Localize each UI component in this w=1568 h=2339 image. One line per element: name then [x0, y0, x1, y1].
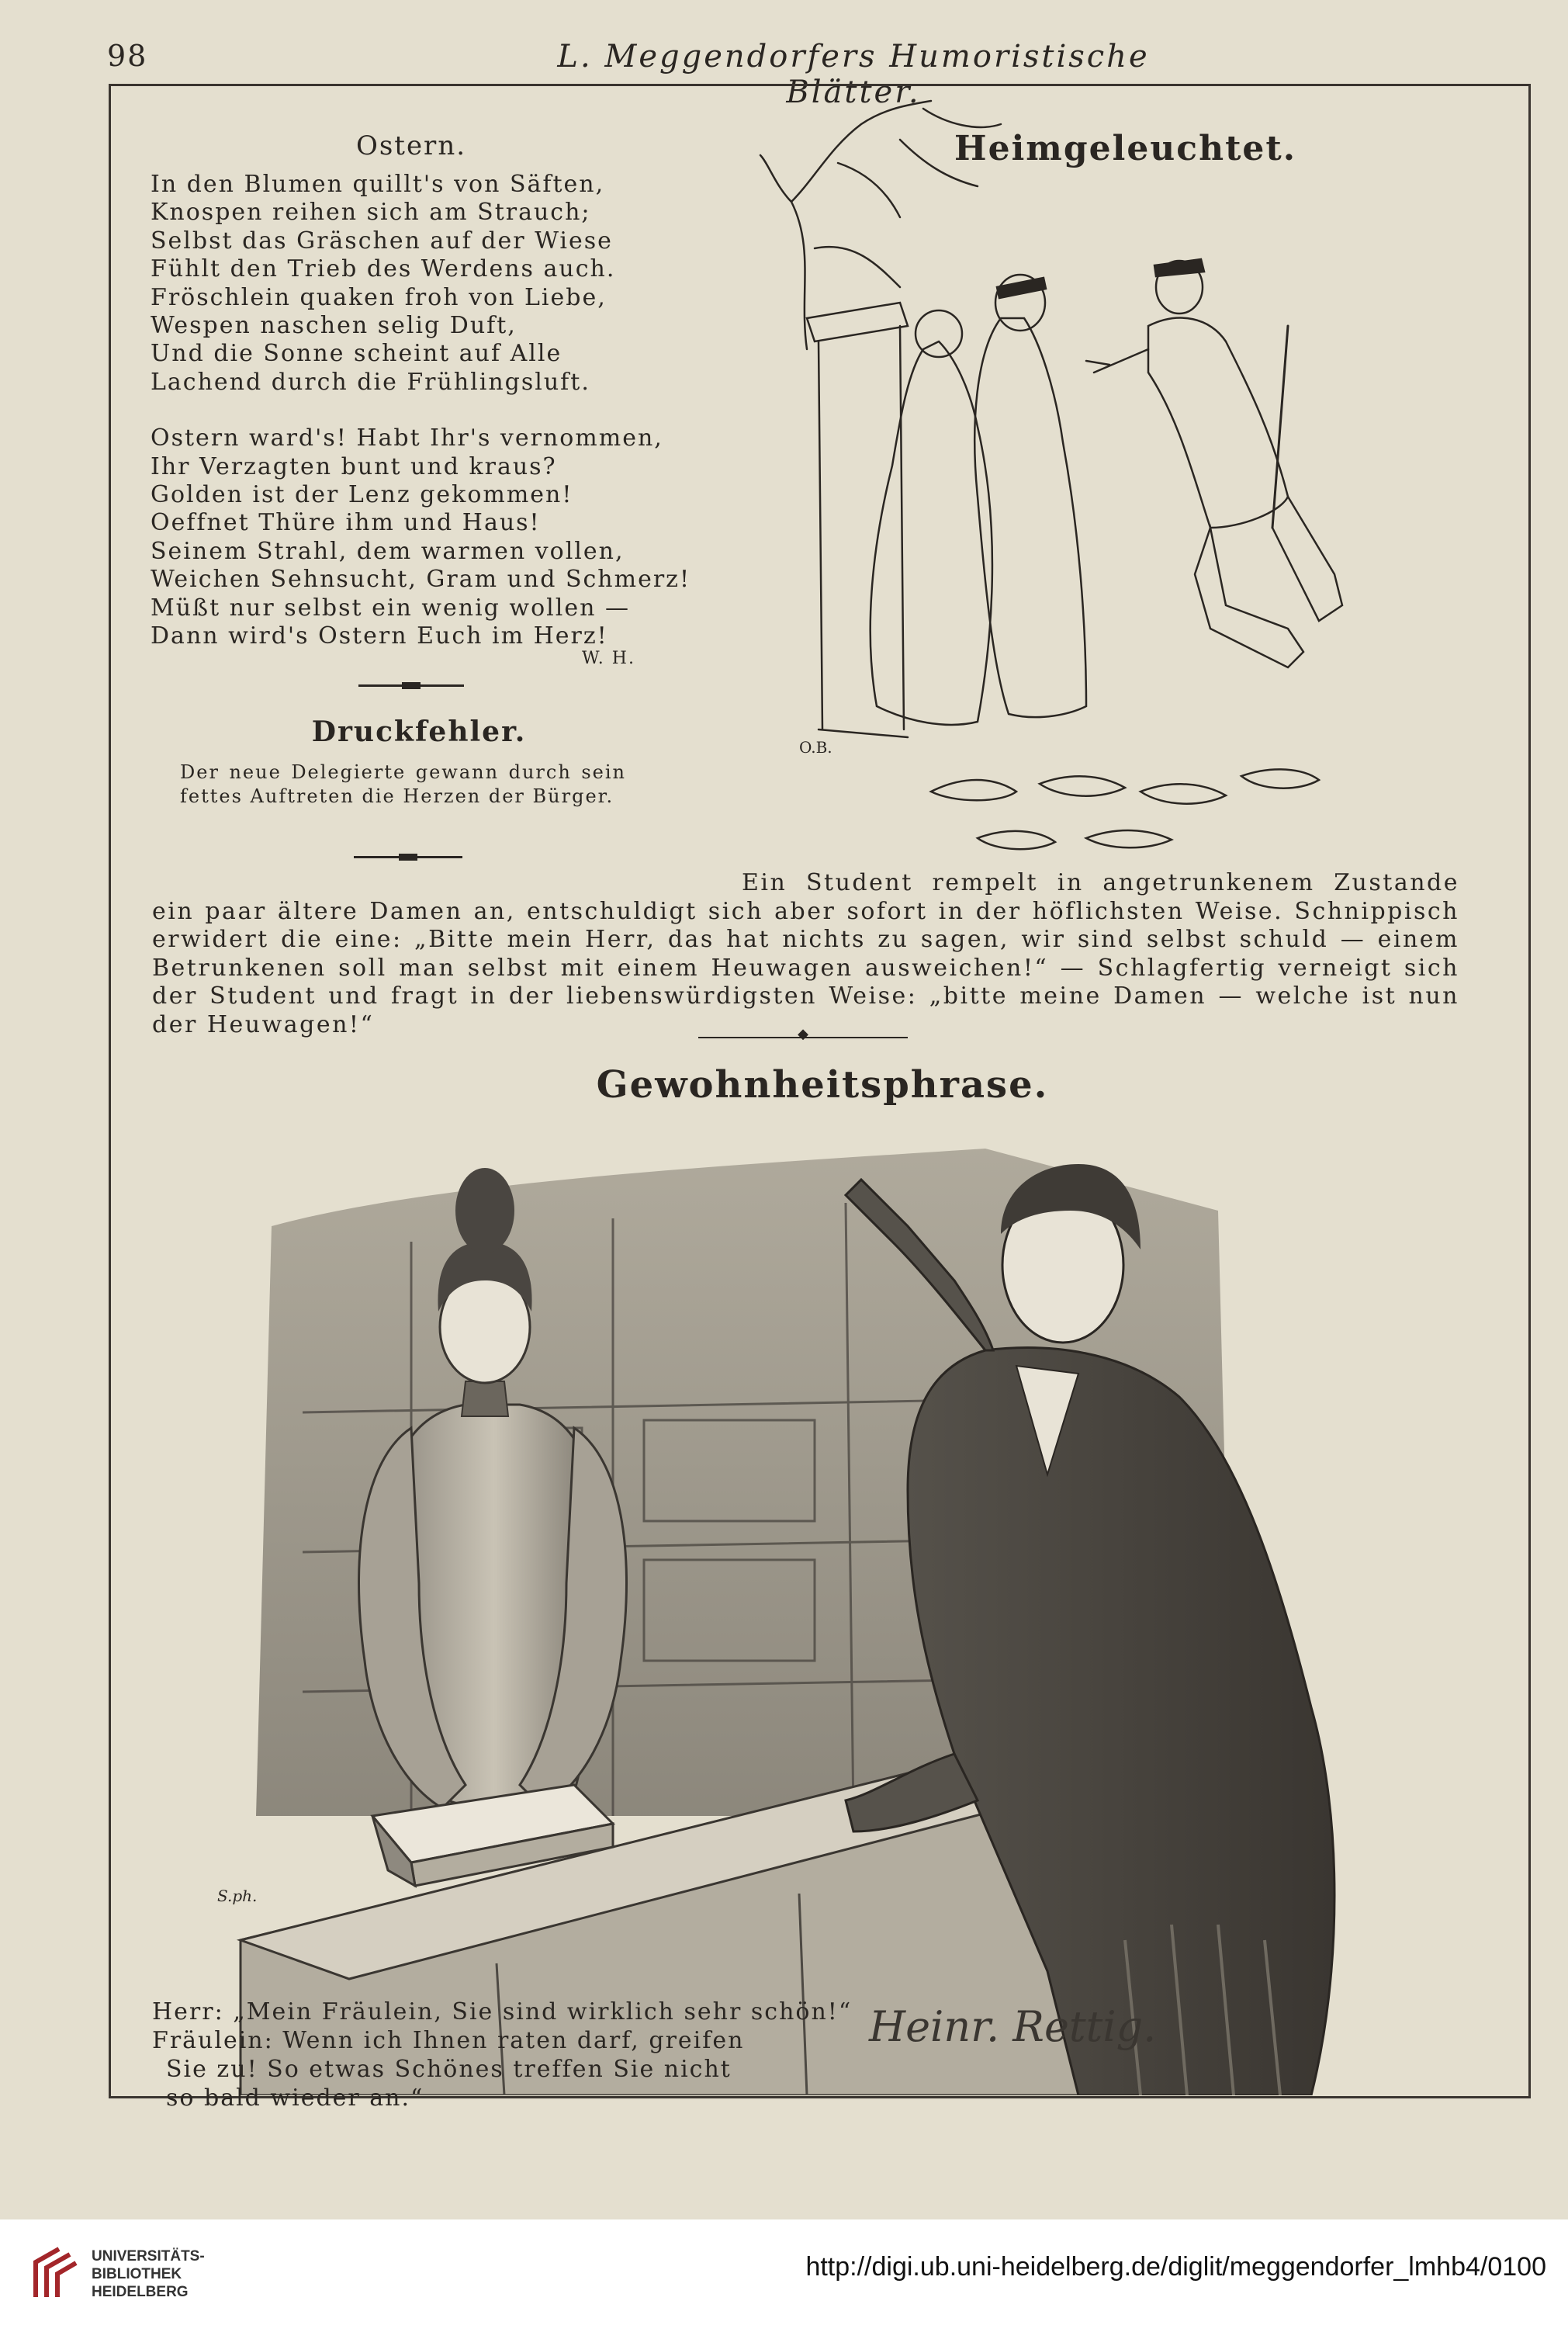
poem-body	[151, 171, 694, 651]
poem-line: Dann wird's Ostern Euch im Herz!	[151, 622, 608, 650]
poem-line: Knospen reihen sich am Strauch;	[151, 199, 591, 227]
library-logo-icon	[28, 2243, 82, 2305]
ornament-divider	[698, 1037, 908, 1038]
artist-signature: Heinr. Rettig.	[869, 2002, 1157, 2051]
library-line: UNIVERSITÄTS-	[92, 2248, 205, 2264]
poem-line: Fröschlein quaken froh von Liebe,	[151, 283, 607, 311]
caption-line: Sie zu! So etwas Schönes treffen Sie nicht	[166, 2056, 732, 2083]
digitization-footer	[0, 2219, 1568, 2339]
caption-line: so bald wieder an.“	[166, 2084, 424, 2112]
heimgeleuchtet-title: Heimgeleuchtet.	[954, 129, 1297, 168]
poem-line: In den Blumen quillt's von Säften,	[151, 171, 605, 198]
library-line: BIBLIOTHEK	[92, 2266, 182, 2282]
druckfehler-title: Druckfehler.	[311, 716, 527, 748]
poem-signature: W. H.	[582, 649, 635, 668]
poem-line: Ostern ward's! Habt Ihr's vernommen,	[151, 424, 663, 452]
heimgeleuchtet-illustration	[745, 93, 1428, 869]
poem-line: Weichen Sehnsucht, Gram und Schmerz!	[151, 566, 691, 594]
gewohnheitsphrase-illustration	[209, 1118, 1428, 2095]
caption-line: Herr: „Mein Fräulein, Sie sind wirklich sehr schön!“	[152, 1998, 853, 2025]
stanza-gap	[151, 397, 694, 424]
library-line: HEIDELBERG	[92, 2284, 189, 2300]
gewohnheitsphrase-caption	[152, 1998, 853, 2112]
gewohnheitsphrase-title: Gewohnheitsphrase.	[596, 1063, 1049, 1107]
poem-line: Oeffnet Thüre ihm und Haus!	[151, 509, 541, 537]
source-url-link[interactable]: http://digi.ub.uni-heidelberg.de/diglit/meggendorfer_lmhb4/0100	[805, 2252, 1546, 2282]
story-text: Ein Student rempelt in angetrunkenem Zustande ein paar ältere Damen an, entschuldigt sich aber sofort in der höflichsten Weise. Schnippisch erwidert die eine: „Bitte mein Herr, das hat nichts zu sagen, wir sind selbst schuld — einem Betrunkenen soll man selbst mit einem Heuwagen ausweichen!“ — Schlagfertig verneigt sich der Student und fragt in der liebenswürdigsten Weise: „bitte meine Damen — welche ist nun der Heuwagen!“	[152, 869, 1459, 1038]
poem-line: Selbst das Gräschen auf der Wiese	[151, 227, 613, 255]
poem-line: Müßt nur selbst ein wenig wollen —	[151, 594, 630, 622]
poem-line: Und die Sonne scheint auf Alle	[151, 340, 562, 368]
heim-artist-mark: O.B.	[799, 738, 832, 757]
druckfehler-text: Der neue Delegierte gewann durch sein fettes Auftreten die Herzen der Bürger.	[180, 761, 626, 807]
poem-title: Ostern.	[355, 130, 467, 161]
library-name	[92, 2247, 205, 2301]
page-number: 98	[107, 39, 148, 73]
poem-line: Wespen naschen selig Duft,	[151, 312, 517, 340]
running-header: L. Meggendorfers Humoristische Blätter.	[557, 39, 1150, 110]
divider-rule	[358, 684, 464, 687]
poem-line: Seinem Strahl, dem warmen vollen,	[151, 537, 625, 565]
poem-line: Ihr Verzagten bunt und kraus?	[151, 452, 557, 480]
divider-rule	[354, 856, 462, 858]
poem-line: Fühlt den Trieb des Werdens auch.	[151, 255, 616, 283]
poem-line: Golden ist der Lenz gekommen!	[151, 481, 573, 509]
poem-line: Lachend durch die Frühlingsluft.	[151, 368, 590, 396]
heimgeleuchtet-story	[152, 869, 1459, 1039]
engraver-mark: S.ph.	[217, 1887, 258, 1905]
caption-line: Fräulein: Wenn ich Ihnen raten darf, greifen	[152, 2027, 745, 2054]
